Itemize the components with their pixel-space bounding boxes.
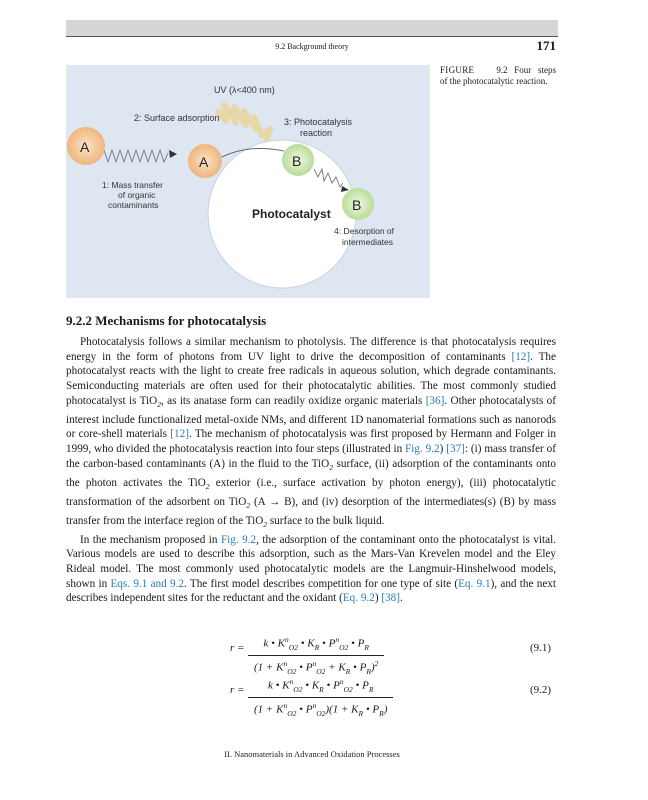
caption-label: FIGURE (440, 65, 475, 75)
eq1-numerator: k • $K^n_{O2}$ • $K_R$ • $P^n_{O2}$ • $P_R$ (248, 633, 384, 656)
step1-label-line2: of organic (118, 190, 156, 200)
node-b-inner-label: B (292, 153, 302, 169)
page-number: 171 (536, 38, 556, 53)
paragraph-2: In the mechanism proposed in Fig. 9.2, the adsorption of the contaminant onto the photocatalyst is vital. Various models are used to describe this adsorption, such as the Mars-Van Krevelen model and the Eley Rideal model. The most commonly used photocatalytic models are the Langmuir-Hinshelwood models, shown in Eqs. 9.1 and 9.2. The first model describes competition for one type of site (Eq. 9.1), and the next describes independent sites for the reductant and the oxidant (Eq. 9.2) [38]. (66, 533, 556, 605)
citation-link[interactable]: [37] (446, 443, 465, 456)
eq2-numerator: k • $K^n_{O2}$ • $K_R$ • $P^n_{O2}$ • $P_R$ (248, 675, 393, 698)
node-a-outer-label: A (80, 139, 90, 155)
figure-link[interactable]: Fig. 9.2 (405, 443, 440, 456)
mass-transfer-wave (100, 150, 168, 162)
header-bar (66, 20, 558, 36)
step2-label: 2: Surface adsorption (134, 113, 220, 123)
step4-label-line2: intermediates (342, 237, 394, 247)
step3-label-line1: 3: Photocatalysis (284, 117, 353, 127)
citation-link[interactable]: [12] (511, 350, 531, 363)
caption-number: 9.2 (496, 65, 508, 75)
paragraph-1: Photocatalysis follows a similar mechanism to photolysis. The difference is that photocatalysis requires energy in the form of photons from UV light to drive the decomposition of contaminants [12]. The photocatalyst reacts with the light to create free radicals in aqueous solution, which degrade contaminants. Semiconducting materials are often used for their photocatalytic abilities. The most commonly studied photocatalyst is TiO$_2$, as its anatase form can readily oxidize organic materials [36]. Other photocatalysts of interest include functionalized metal-oxide NMs, and different 1D nanomaterial formations such as nanorods or core-shell materials [12]. The mechanism of photocatalysis was first proposed by Hermann and Folger in 1999, who divided the photocatalysis reaction into four steps (illustrated in Fig. 9.2) [37]: (i) mass transfer of the carbon-based contaminants (A) in the fluid to the TiO$_2$ surface, (ii) adsorption of the contaminants onto the photon activates the TiO$_2$ exterior (i.e., surface activation by photon energy), (iii) photocatalytic transformation of the adsorbent on TiO$_2$ (A → B), and (iv) desorption of the intermediates(s) (B) by mass transfer from the interface region of the TiO$_2$ surface to the bulk liquid. (66, 336, 556, 529)
figure-9-2 (66, 65, 430, 298)
step4-label-line1: 4: Desorption of (334, 226, 395, 236)
running-section-title: 9.2 Background theory (275, 42, 349, 51)
body-text (66, 335, 556, 606)
uv-label: UV (λ<400 nm) (214, 85, 275, 95)
figure-link[interactable]: Fig. 9.2 (220, 533, 257, 546)
uv-wave (216, 105, 270, 143)
node-b-outer-label: B (352, 197, 362, 213)
equation-9-1-number: (9.1) (530, 642, 552, 654)
mass-transfer-arrowhead (169, 150, 177, 158)
eq2-denominator: ($1 + K^n_{O2}$ • $P^n_{O2})(1 + K_R$ • $P_R$) (254, 700, 388, 718)
step1-label-line1: 1: Mass transfer (102, 180, 163, 190)
citation-link[interactable]: [12] (170, 428, 189, 441)
step3-label-line2: reaction (300, 128, 333, 138)
caption-text: Four steps of the photocatalytic reaction. (440, 65, 556, 86)
figure-diagram (66, 65, 430, 298)
equation-9-2-number: (9.2) (530, 684, 552, 696)
photocatalyst-label: Photocatalyst (252, 207, 331, 221)
footer: II. Nanomaterials in Advanced Oxidation Processes (224, 749, 400, 759)
step1-label-line3: contaminants (108, 200, 159, 210)
equation-link[interactable]: Eq. 9.1 (458, 577, 491, 590)
section-heading: 9.2.2 Mechanisms for photocatalysis (66, 313, 267, 328)
equation-link[interactable]: Eq. 9.2 (342, 592, 375, 605)
citation-link[interactable]: [36] (425, 394, 445, 407)
header-rule (66, 36, 558, 37)
node-a-inner-label: A (199, 154, 209, 170)
running-head (66, 40, 558, 54)
eq1-denominator: ($1 + K^n_{O2}$ • $P^n_{O2} + K_R$ • $P_R)^2$ (254, 658, 379, 676)
figure-caption (440, 65, 556, 87)
equation-link[interactable]: Eqs. 9.1 and 9.2 (110, 577, 184, 590)
citation-link[interactable]: [38] (381, 592, 400, 605)
